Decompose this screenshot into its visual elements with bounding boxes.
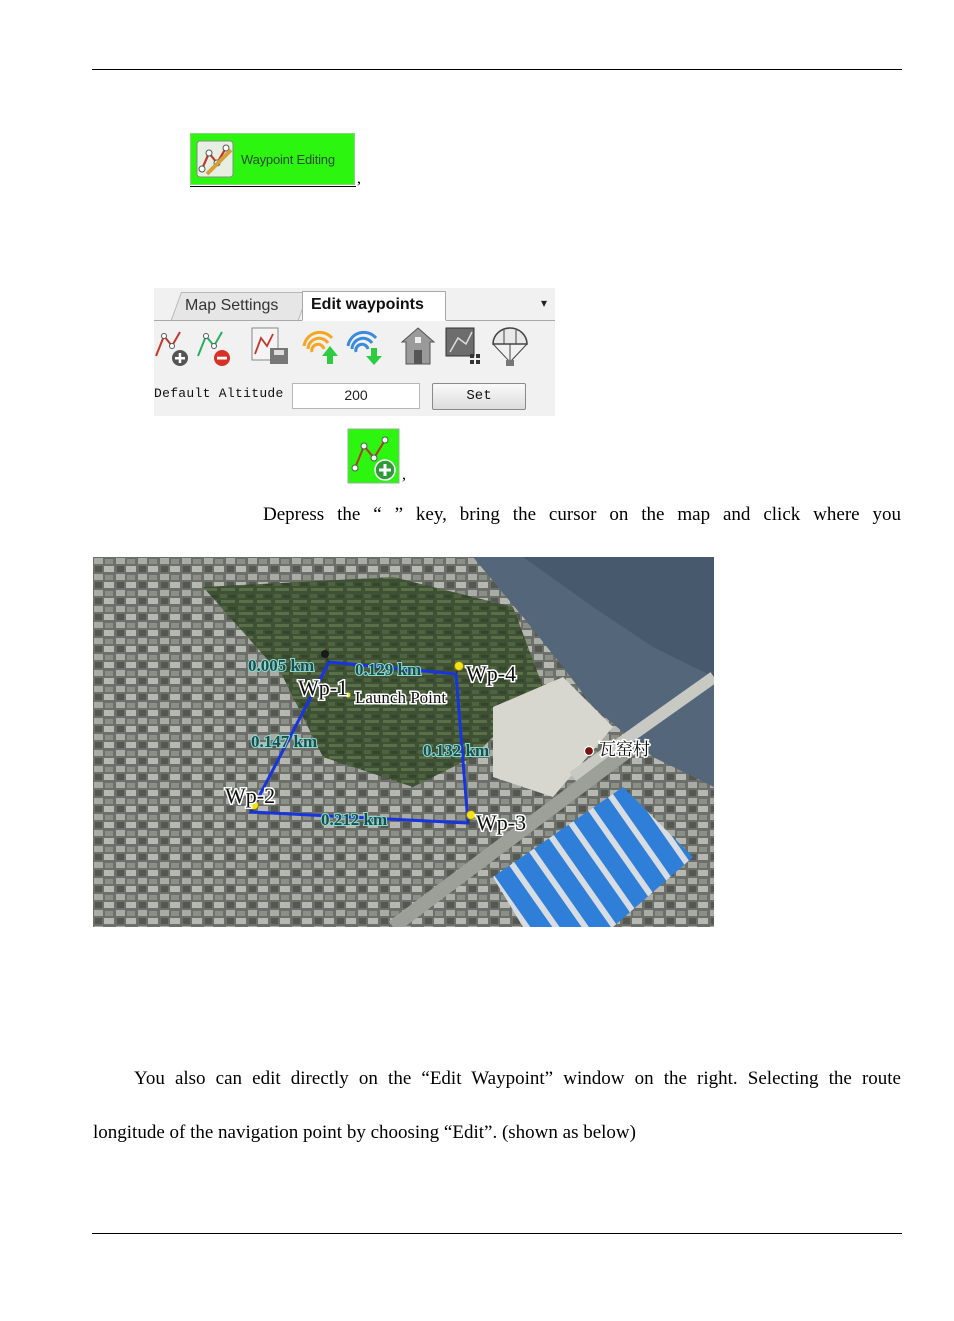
tab-edit-waypoints[interactable]: Edit waypoints bbox=[302, 291, 446, 321]
place-label: 瓦窑村 bbox=[599, 740, 650, 760]
save-waypoints-icon[interactable] bbox=[250, 324, 290, 368]
tab-map-settings[interactable]: Map Settings bbox=[171, 292, 309, 320]
body-line-2: longitude of the navigation point by choosing “Edit”. (shown as below) bbox=[93, 1122, 636, 1143]
tool-icon-row bbox=[154, 324, 555, 368]
distance-label-5: 0.212 km bbox=[321, 810, 388, 829]
add-waypoint-icon[interactable] bbox=[154, 324, 194, 368]
distance-label-2: 0.129 km bbox=[355, 660, 422, 679]
grid-icon[interactable] bbox=[444, 324, 484, 368]
panel-dropdown-icon[interactable]: ▾ bbox=[540, 296, 547, 310]
waypoint-editing-button[interactable] bbox=[190, 133, 355, 185]
button-trailing-comma: , bbox=[357, 170, 361, 187]
set-button[interactable]: Set bbox=[432, 383, 526, 410]
parachute-icon[interactable] bbox=[490, 324, 530, 368]
waypoint-label-1: Wp-1 bbox=[298, 675, 349, 700]
default-altitude-input[interactable]: 200 bbox=[292, 383, 420, 409]
add-waypoint-icon bbox=[347, 428, 400, 484]
icon-trailing-comma: , bbox=[402, 466, 406, 483]
waypoint-label-3: Wp-3 bbox=[476, 810, 527, 835]
tab-row bbox=[154, 288, 555, 321]
map-canvas bbox=[93, 557, 714, 927]
distance-label-4: 0.132 km bbox=[423, 741, 490, 760]
home-icon[interactable] bbox=[398, 324, 438, 368]
waypoint-editing-label: Waypoint Editing bbox=[241, 151, 335, 167]
place-marker bbox=[585, 747, 594, 756]
button-underline bbox=[190, 186, 356, 187]
distance-label-3: 0.147 km bbox=[251, 732, 318, 751]
download-waypoints-icon[interactable] bbox=[344, 324, 384, 368]
waypoint-label-2: Wp-2 bbox=[225, 783, 276, 808]
distance-label-1: 0.005 km bbox=[248, 656, 315, 675]
body-line-1: You also can edit directly on the “Edit Waypoint” window on the right. Selecting the route bbox=[134, 1068, 901, 1089]
instruction-line: Depress the “ ” key, bring the cursor on the map and click where you bbox=[263, 504, 901, 525]
waypoint-label-4: Wp-4 bbox=[466, 661, 517, 686]
footer-rule bbox=[92, 1233, 902, 1234]
edit-waypoints-panel bbox=[154, 288, 555, 416]
launch-point-label: Launch Point bbox=[355, 688, 447, 707]
satellite-map[interactable] bbox=[93, 557, 714, 927]
remove-waypoint-icon[interactable] bbox=[196, 324, 236, 368]
default-altitude-label: Default Altitude bbox=[154, 386, 284, 401]
header-rule bbox=[92, 69, 902, 70]
upload-waypoints-icon[interactable] bbox=[300, 324, 340, 368]
waypoint-route-icon bbox=[195, 139, 235, 179]
